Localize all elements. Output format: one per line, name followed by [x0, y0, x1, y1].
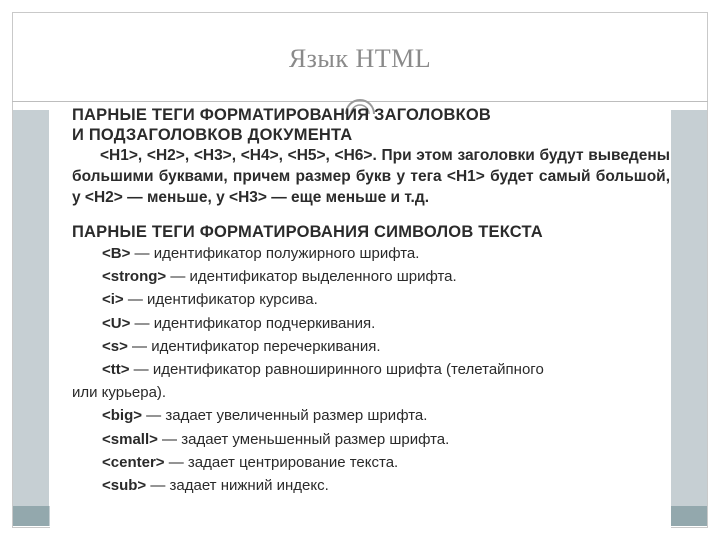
- tag-description: — идентификатор выделенного шрифта.: [166, 268, 457, 286]
- tag-list-item: [72, 335, 670, 358]
- tag-description: или курьера).: [72, 384, 167, 402]
- tag-description: — идентификатор полужирного шрифта.: [130, 245, 420, 262]
- tag-list-item: [72, 451, 670, 474]
- tag-name: <big>: [102, 407, 143, 425]
- tag-list-item: [72, 381, 670, 404]
- slide-title: Язык HTML: [288, 44, 432, 73]
- tag-list: [72, 242, 670, 497]
- tag-description: — идентификатор подчеркивания.: [130, 314, 376, 332]
- document-body: [72, 105, 670, 497]
- left-decor-bar: [13, 110, 49, 526]
- tag-name: <tt>: [102, 361, 130, 379]
- tag-name: <strong>: [102, 268, 167, 286]
- tag-list-item: [72, 265, 670, 288]
- tag-name: <s>: [102, 337, 128, 355]
- tag-list-item: [72, 242, 670, 265]
- tag-name: <small>: [102, 430, 158, 448]
- tag-description: — задает уменьшенный размер шрифта.: [157, 430, 450, 448]
- tag-description: — идентификатор перечеркивания.: [127, 337, 381, 355]
- tag-list-item: [72, 288, 670, 311]
- section2-heading: ПАРНЫЕ ТЕГИ ФОРМАТИРОВАНИЯ СИМВОЛОВ ТЕКСТА: [72, 223, 543, 241]
- right-decor-bar: [671, 110, 707, 526]
- tag-list-item: [72, 428, 670, 451]
- tag-name: <sub>: [102, 477, 147, 495]
- section1-heading-line1: ПАРНЫЕ ТЕГИ ФОРМАТИРОВАНИЯ ЗАГОЛОВКОВ: [72, 106, 492, 124]
- tag-list-item: [72, 474, 670, 497]
- tag-name: <i>: [102, 291, 124, 309]
- tag-description: — идентификатор равноширинного шрифта (телетайпного: [129, 361, 544, 379]
- tag-list-item: [72, 358, 670, 381]
- tag-description: — задает центрирование текста.: [164, 453, 399, 471]
- tag-name: <U>: [102, 314, 131, 332]
- tag-list-item: [72, 312, 670, 335]
- section1-heading-line2: И ПОДЗАГОЛОВКОВ ДОКУМЕНТА: [72, 126, 353, 144]
- tag-description: — задает увеличенный размер шрифта.: [142, 407, 428, 425]
- section1-paragraph: <H1>, <H2>, <H3>, <H4>, <H5>, <H6>. При этом заголовки будут выведены большими буквами, причем размер букв у тега <H1> будет самый большой, у <H2> — меньше, у <H3> — еще меньше и т.д.: [72, 147, 670, 206]
- tag-description: — задает нижний индекс.: [146, 477, 329, 495]
- tag-name: <center>: [102, 453, 165, 471]
- tag-list-item: [72, 404, 670, 427]
- tag-description: — идентификатор курсива.: [123, 291, 318, 309]
- tag-name: <B>: [102, 245, 131, 262]
